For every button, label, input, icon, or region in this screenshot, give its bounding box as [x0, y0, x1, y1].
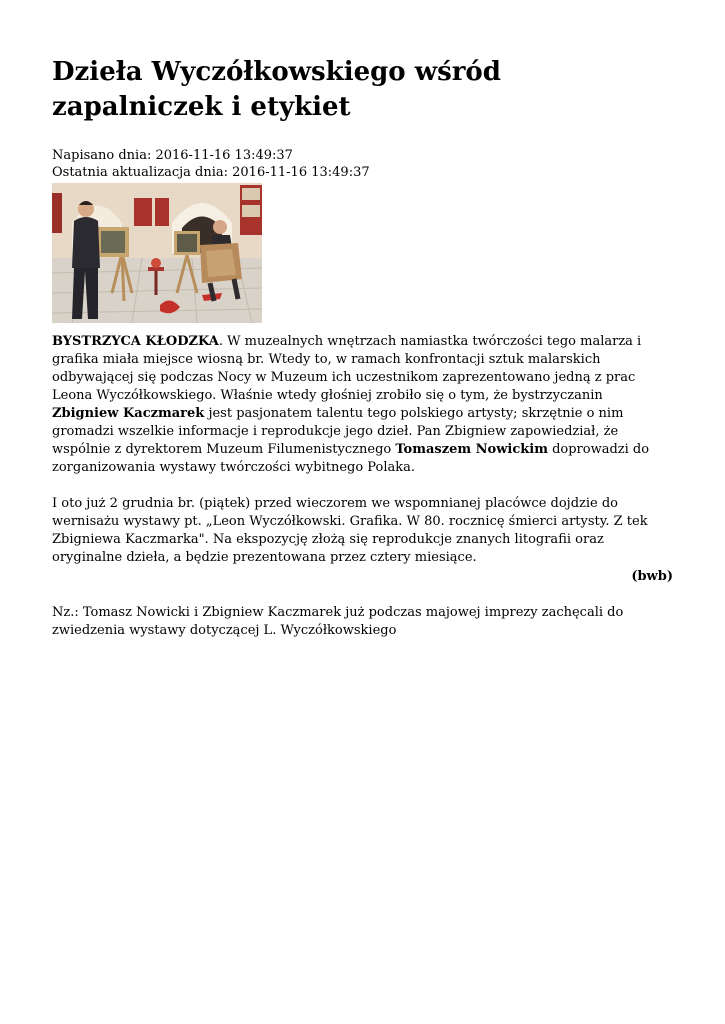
published-date: Napisano dnia: 2016-11-16 13:49:37	[52, 148, 293, 163]
author-signature: (bwb)	[631, 569, 673, 584]
article-title: Dzieła Wyczółkowskiego wśród zapalniczek i etykiet	[52, 57, 501, 122]
photo-caption: Nz.: Tomasz Nowicki i Zbigniew Kaczmarek już podczas majowej imprezy zachęcali do zwiedzenia wystawy dotyczącej L. Wyczółkowskiego	[52, 605, 624, 638]
paragraph-2: I oto już 2 grudnia br. (piątek) przed wieczorem we wspomnianej placówce dojdzie do wernisażu wystawy pt. „Leon Wyczółkowski. Grafika. W 80. rocznicę śmierci artysty. Z tek Zbigniewa Kaczmarka". Na ekspozycję złożą się reprodukcje znanych litografii oraz oryginalne dzieła, a będzie prezentowana przez cztery miesiące.	[52, 496, 648, 565]
lead-location: BYSTRZYCA KŁODZKA	[52, 334, 219, 349]
person-name-kaczmarek: Zbigniew Kaczmarek	[52, 406, 205, 421]
paragraph-1	[52, 333, 673, 477]
article-photo	[52, 183, 262, 323]
paragraph-1-part-b: jest pasjonatem talentu tego polskiego artysty; skrzętnie o nim gromadzi wszelkie informacje i reprodukcje jego dzieł. Pan Zbigniew zapowiedział, że wspólnie z dyrektorem Muzeum Filumenistycznego	[52, 406, 624, 457]
exhibition-photo-illustration	[52, 183, 262, 323]
paragraph-1-part-a: . W muzealnych wnętrzach namiastka twórczości tego malarza i grafika miała miejsce wiosną br. Wtedy to, w ramach konfrontacji sztuk malarskich odbywającej się podczas Nocy w Muzeum ich uczestnikom zaprezentowano jedną z prac Leona Wyczółkowskiego. Właśnie wtedy głośniej zrobiło się o tym, że bystrzyczanin	[52, 334, 642, 403]
paragraph-1-part-c: doprowadzi do zorganizowania wystawy twórczości wybitnego Polaka.	[52, 442, 650, 475]
updated-date: Ostatnia aktualizacja dnia: 2016-11-16 13:49:37	[52, 165, 370, 180]
article	[52, 55, 673, 640]
article-meta	[52, 147, 673, 181]
person-name-nowicki: Tomaszem Nowickim	[395, 442, 548, 457]
